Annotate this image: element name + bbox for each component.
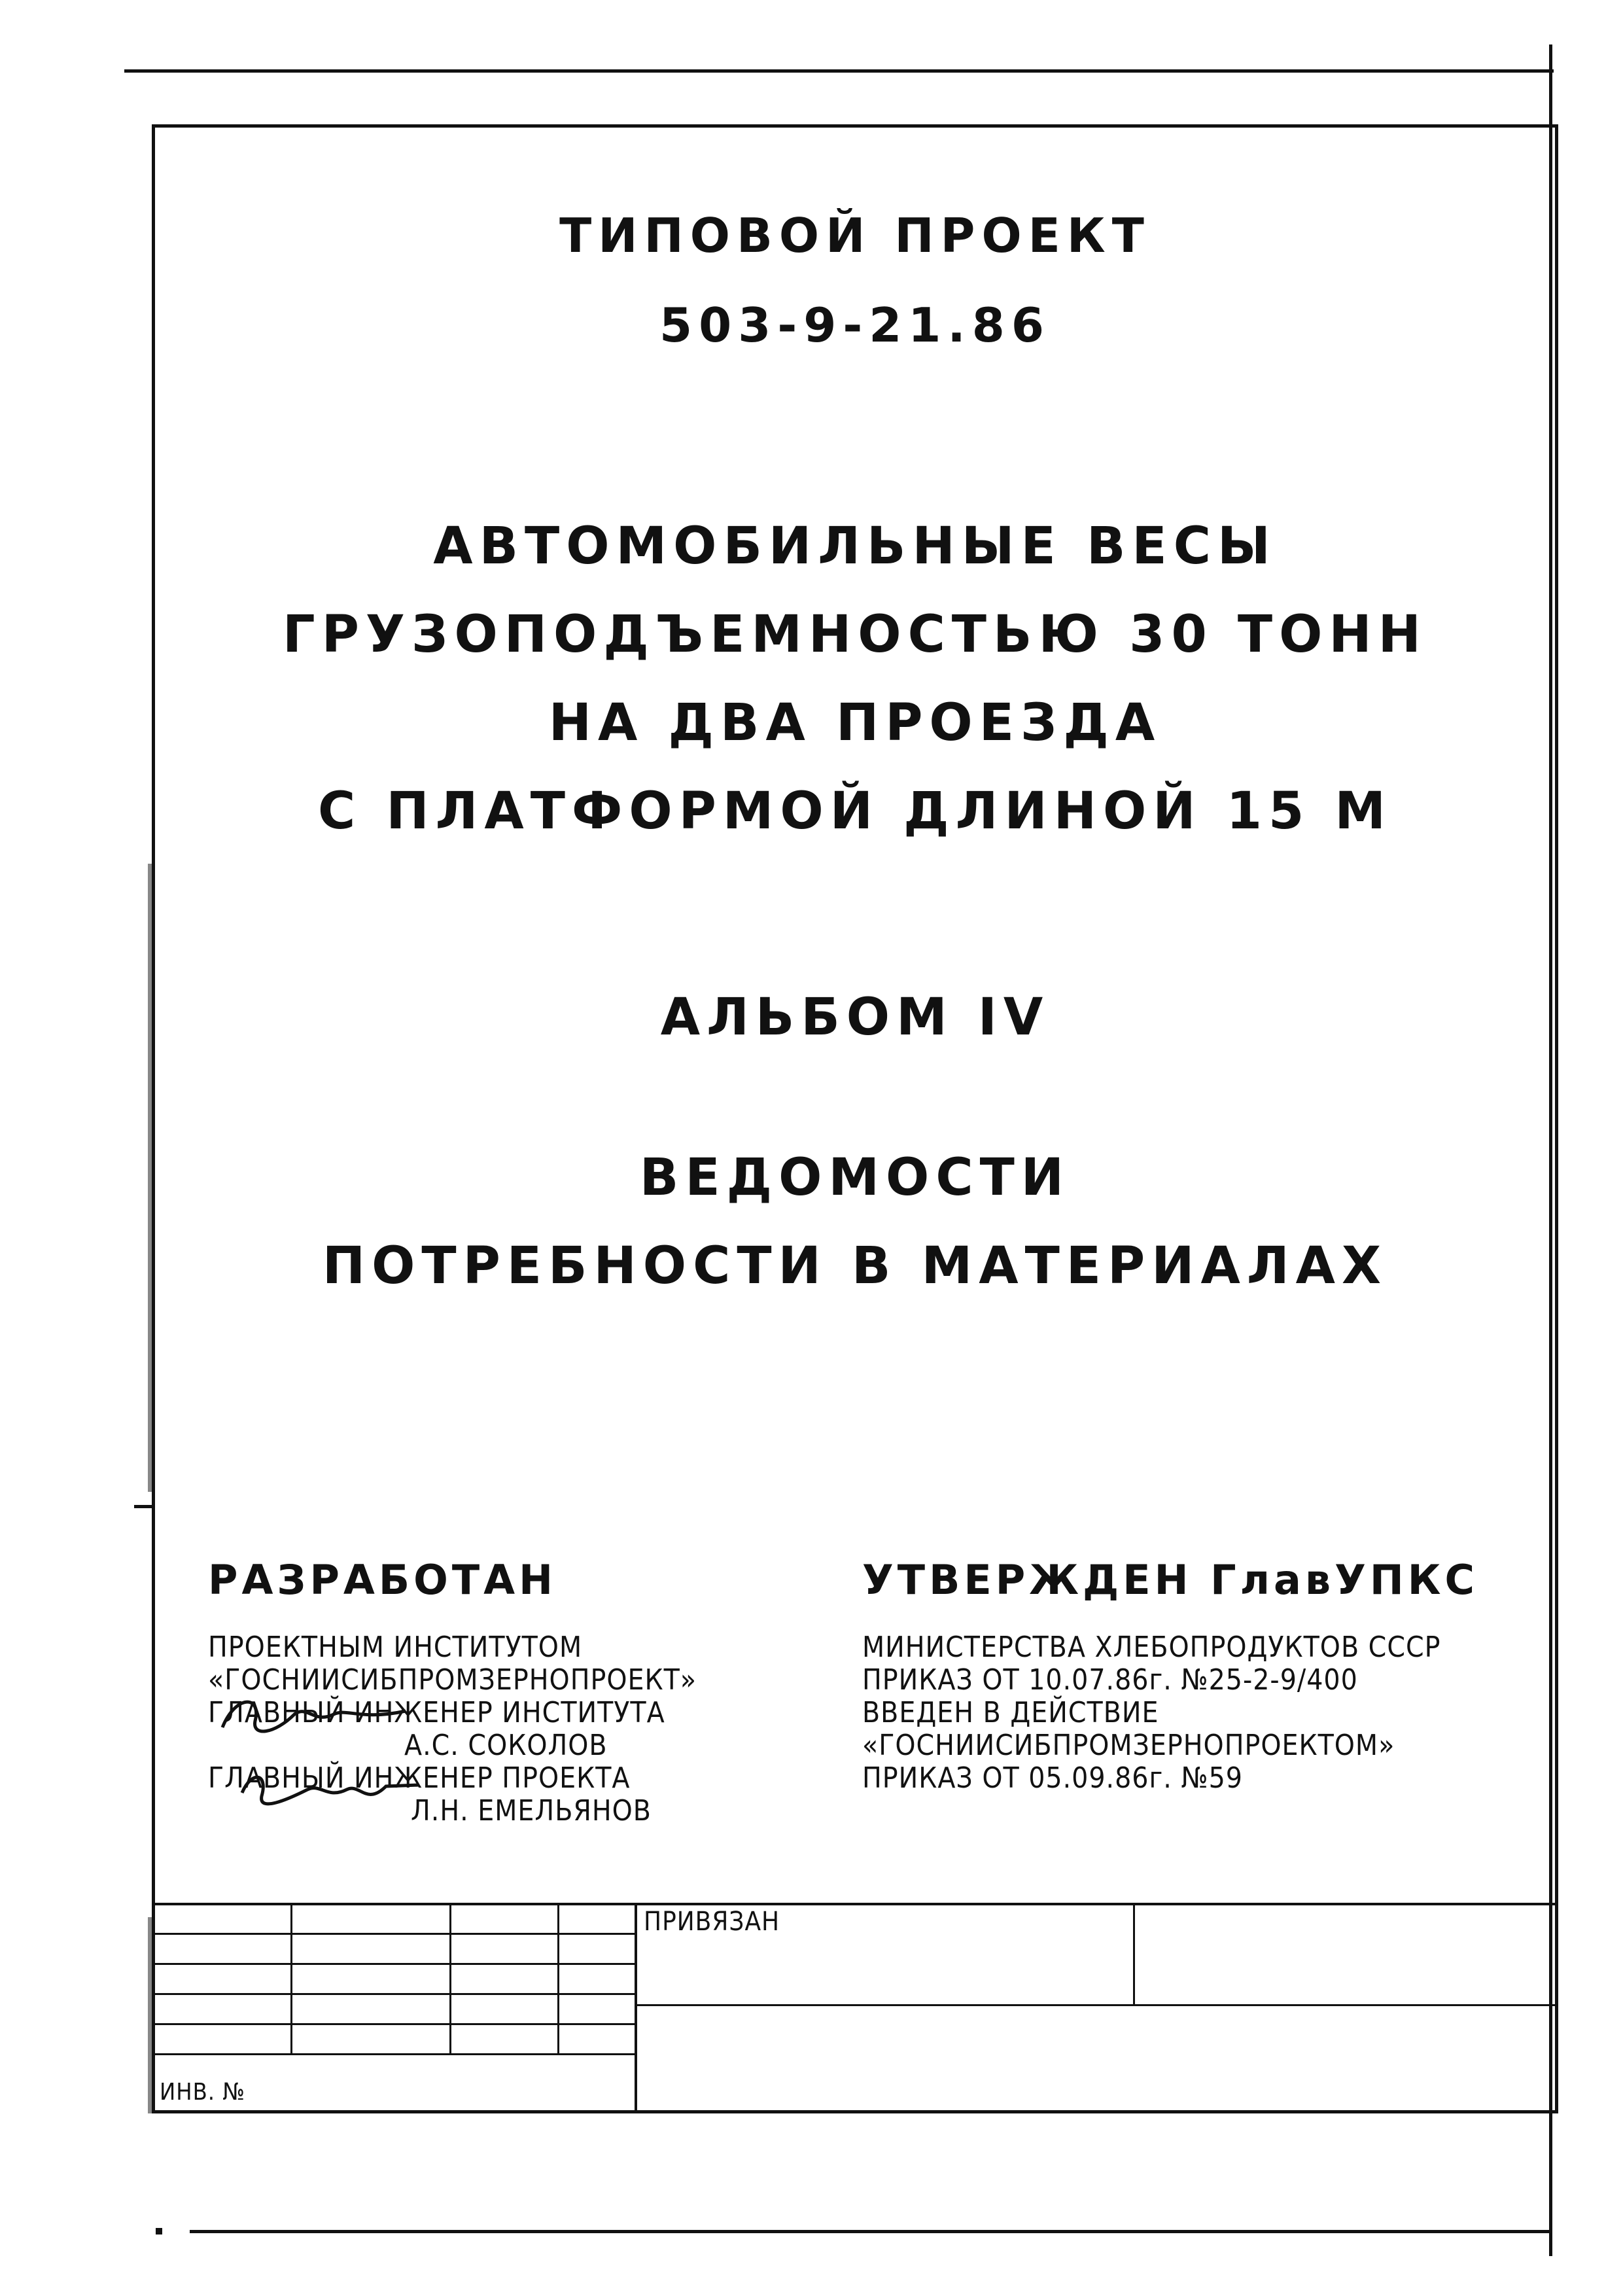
chief-engineer-project-label: ГЛАВНЫЙ ИНЖЕНЕР ПРОЕКТА: [208, 1761, 631, 1795]
approved-heading: УТВЕРЖДЕН ГлавУПКС: [862, 1556, 1478, 1604]
left-ruler: [148, 864, 152, 1492]
album-number: АЛЬБОМ IV: [660, 988, 1050, 1047]
left-tick-mark: [134, 1505, 154, 1508]
bottom-trim-line: [190, 2230, 1550, 2233]
chief-engineer-institute-name: А.С. СОКОЛОВ: [404, 1729, 608, 1762]
stamp-vline-3: [557, 1903, 559, 2053]
developed-org-label: ПРОЕКТНЫМ ИНСТИТУТОМ: [208, 1631, 583, 1664]
developed-heading: РАЗРАБОТАН: [208, 1556, 557, 1604]
left-ruler-lower: [148, 1917, 152, 2113]
approved-order-2: ПРИКАЗ ОТ 05.09.86г. №59: [862, 1761, 1243, 1795]
signature-emelyanov: [236, 1760, 432, 1819]
subject-line-4: С ПЛАТФОРМОЙ ДЛИНОЙ 15 М: [317, 782, 1393, 841]
developed-org-name: «ГОСНИИСИБПРОМЗЕРНОПРОЕКТ»: [208, 1663, 697, 1697]
stamp-hline-3: [152, 1993, 636, 1995]
section-line-1: ВЕДОМОСТИ: [639, 1148, 1071, 1207]
linked-label: ПРИВЯЗАН: [644, 1907, 780, 1937]
approved-enacted-by: «ГОСНИИСИБПРОМЗЕРНОПРОЕКТОМ»: [862, 1729, 1395, 1762]
section-line-2: ПОТРЕБНОСТИ В МАТЕРИАЛАХ: [322, 1237, 1388, 1296]
chief-engineer-project-name: Л.Н. ЕМЕЛЬЯНОВ: [411, 1794, 652, 1828]
stamp-table: [152, 1903, 1558, 2113]
subject-line-2: ГРУЗОПОДЪЕМНОСТЬЮ 30 ТОНН: [283, 605, 1427, 664]
chief-engineer-institute-label: ГЛАВНЫЙ ИНЖЕНЕР ИНСТИТУТА: [208, 1696, 665, 1729]
stamp-hline-1: [152, 1933, 636, 1935]
top-trim-line: [124, 69, 1554, 73]
project-number: 503-9-21.86: [659, 298, 1051, 353]
doc-type-title: ТИПОВОЙ ПРОЕКТ: [559, 208, 1151, 263]
approved-ministry: МИНИСТЕРСТВА ХЛЕБОПРОДУКТОВ СССР: [862, 1631, 1441, 1664]
stamp-right-hline: [636, 2004, 1558, 2006]
stamp-top-border: [152, 1903, 1558, 1905]
approved-enacted-label: ВВЕДЕН В ДЕЙСТВИЕ: [862, 1696, 1159, 1729]
signature-sokolov: [216, 1688, 412, 1747]
margin-dot: [156, 2228, 162, 2234]
stamp-hline-2: [152, 1963, 636, 1965]
approved-order-1: ПРИКАЗ ОТ 10.07.86г. №25-2-9/400: [862, 1663, 1358, 1697]
subject-line-1: АВТОМОБИЛЬНЫЕ ВЕСЫ: [433, 517, 1277, 576]
subject-line-3: НА ДВА ПРОЕЗДА: [548, 694, 1162, 752]
stamp-vline-1: [290, 1903, 292, 2053]
approved-block: [862, 1556, 1543, 1795]
stamp-hline-5: [152, 2053, 636, 2055]
stamp-vline-2: [449, 1903, 451, 2053]
stamp-right-vline: [1133, 1903, 1135, 2004]
inventory-number-label: ИНВ. №: [160, 2079, 246, 2106]
stamp-hline-4: [152, 2023, 636, 2025]
